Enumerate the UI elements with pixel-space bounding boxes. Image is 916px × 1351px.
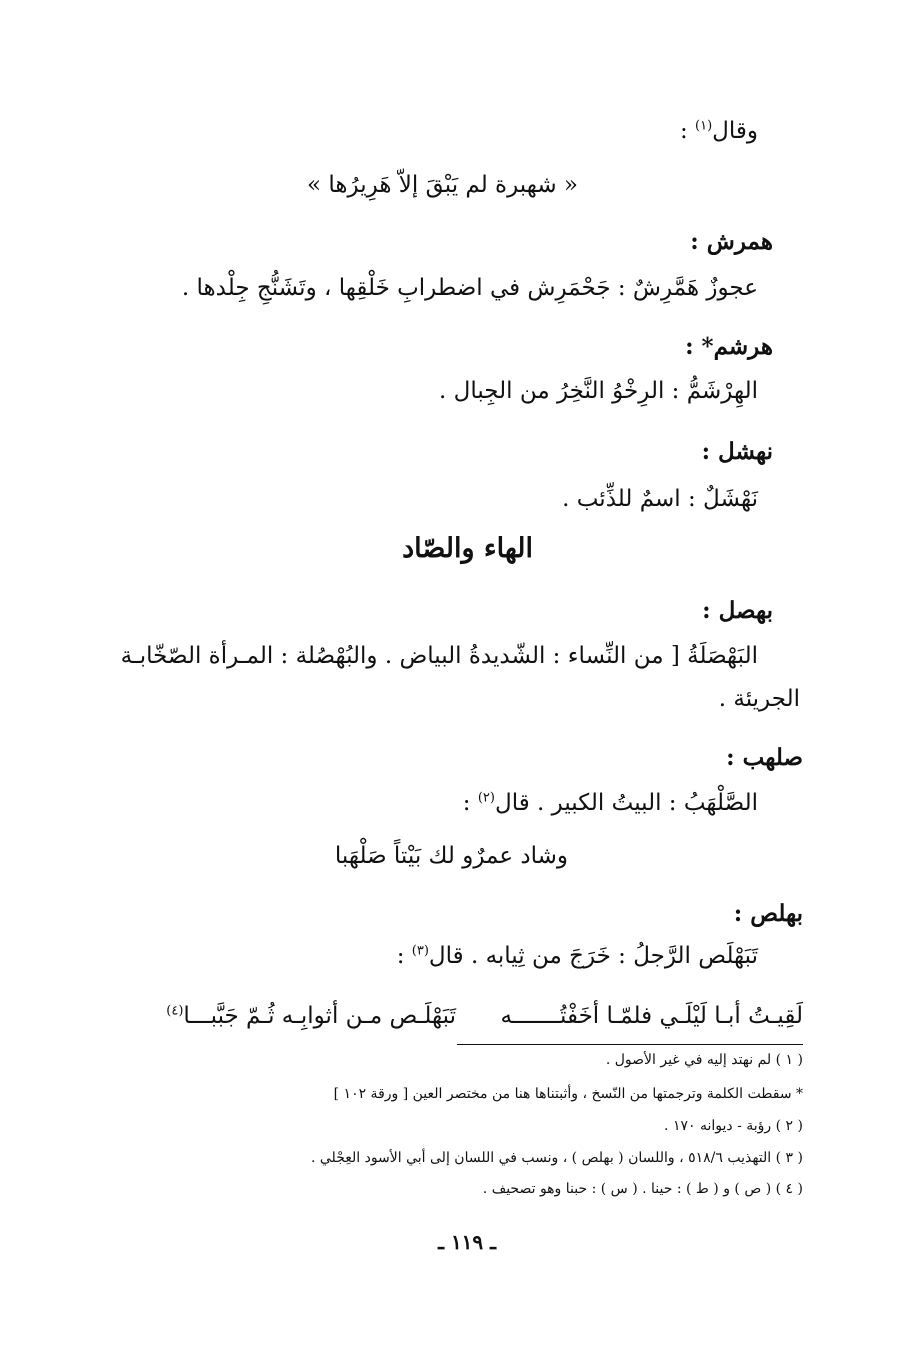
page-number: ـ ١١٩ ـ bbox=[438, 1230, 496, 1254]
footnote-ref: (٤) bbox=[166, 1003, 184, 1019]
verse-second-hemistich bbox=[166, 1003, 456, 1029]
footnote-ref: (٢) bbox=[477, 790, 495, 806]
footnote-2: ( ٢ ) رؤبة - ديوانه ١٧٠ . bbox=[664, 1118, 803, 1134]
line-text: تَبَهْلَـص مـن أثوابِـه ثُـمّ جَبَّبـــا bbox=[183, 1003, 456, 1029]
line-colon: : bbox=[462, 790, 478, 816]
definition-harsham: الهِرْشَمُّ : الرِخْوُ النَّخِرُ من الجِبال . bbox=[439, 378, 758, 404]
definition-nahshal: نَهْشَلٌ : اسمٌ للذِّئب . bbox=[562, 486, 758, 512]
definition-bahsal-line1: البَهْصَلَةُ [ من النِّساء : الشّديدةُ البياض . والبُهْصُلة : المـرأة الصّخّابـة bbox=[120, 643, 758, 669]
section-title: الهاء والصّاد bbox=[402, 533, 533, 564]
entry-heading-bahlas: بهلص : bbox=[733, 900, 803, 927]
definition-bahsal-line2: الجريئة . bbox=[718, 686, 800, 712]
definition-bahlas bbox=[397, 943, 758, 969]
entry-heading-hamrash: همرش : bbox=[690, 228, 773, 255]
line-text: الصَّلْهَبُ : البيتُ الكبير . قال bbox=[494, 790, 758, 816]
text-line-qala-1 bbox=[680, 118, 758, 144]
definition-salhab bbox=[463, 790, 758, 816]
line-text: تَبَهْلَص الرَّجلُ : خَرَجَ من ثِيابه . قال bbox=[428, 943, 758, 969]
line-text: وقال bbox=[712, 118, 758, 144]
footnote-ref: (١) bbox=[695, 118, 713, 134]
entry-heading-salhab: صلهب : bbox=[726, 744, 803, 771]
footnote-1: ( ١ ) لم نهتد إليه في غير الأصول . bbox=[605, 1052, 803, 1068]
line-colon: : bbox=[396, 943, 412, 969]
footnote-3: ( ٣ ) التهذيب ٥١٨/٦ ، واللسان ( بهلص ) ، ونسب في اللسان إلى أبي الأسود العِجْلي . bbox=[310, 1150, 803, 1166]
verse-salhab: وشاد عمرٌو لك بَيْتاً صَلْهَبا bbox=[334, 843, 568, 869]
line-colon: : bbox=[679, 118, 696, 144]
footnote-separator bbox=[457, 1044, 803, 1045]
quoted-verse: « شهبرة لم يَبْقَ إلاّ هَرِيرُها » bbox=[307, 172, 578, 198]
footnote-star: * سقطت الكلمة وترجمتها من النّسخ ، وأثبتناها هنا من مختصر العين [ ورقة ١٠٢ ] bbox=[333, 1086, 803, 1102]
footnote-4: ( ٤ ) ( ص ) و ( ط ) : حينا . ( س ) : حبنا وهو تصحيف . bbox=[482, 1181, 803, 1197]
verse-first-hemistich: لَقِيـتُ أبـا لَيْلَـي فلمّـا أخَفْتُـــــــه bbox=[500, 1003, 803, 1029]
entry-heading-bahsal: بهصل : bbox=[702, 597, 773, 624]
entry-heading-harsham: هرشم* : bbox=[685, 333, 773, 360]
entry-heading-nahshal: نهشل : bbox=[701, 438, 773, 465]
footnote-ref: (٣) bbox=[411, 943, 429, 959]
definition-hamrash: عجوزٌ هَمَّرِشٌ : جَحْمَرِش في اضطرابِ خَلْقِها ، وتَشَنُّجِ جِلْدها . bbox=[181, 275, 758, 301]
